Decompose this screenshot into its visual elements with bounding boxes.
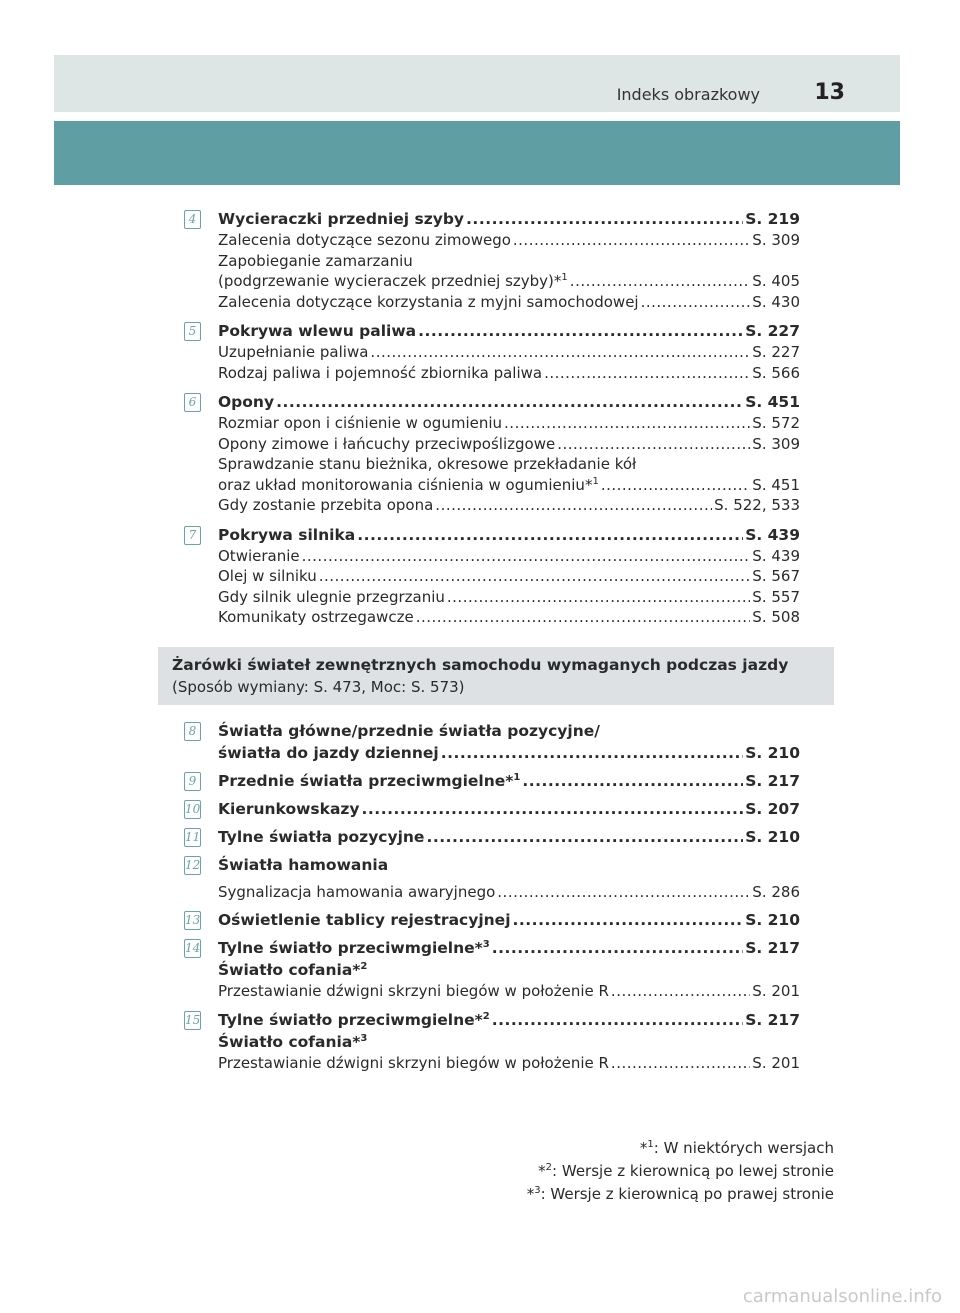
sub-page[interactable]: S. 286 [752,883,800,901]
sub-item: (podgrzewanie wycieraczek przedniej szyby)*$^1$ [218,272,568,290]
entry-page[interactable]: S. 217 [745,772,800,790]
entry-title: Przednie światła przeciwmgielne*$^1$ [218,771,521,790]
sub-page[interactable]: S. 309 [752,231,800,249]
index-entry-15 [185,1009,800,1074]
entry-title: Pokrywa silnika [218,525,356,544]
index-entry-13 [185,909,800,931]
entry-title: Tylne światło przeciwmgielne*$^2$ [218,1010,490,1029]
callout-number: 7 [184,526,201,545]
sub-page[interactable]: S. 201 [752,1054,800,1072]
index-entry-5 [188,320,800,383]
entry-page[interactable]: S. 439 [745,525,800,544]
index-entry-12 [185,854,800,903]
callout-number: 6 [184,393,201,412]
entry-page[interactable]: S. 219 [745,210,800,228]
sub-item: Sprawdzanie stanu bieżnika, okresowe przekładanie kół [218,455,637,473]
sub-item: Zalecenia dotyczące korzystania z myjni samochodowej [218,292,639,311]
index-entry-7 [188,524,800,628]
index-group-2 [185,720,800,1074]
entry-page[interactable]: S. 207 [745,800,800,818]
header-band [54,121,900,185]
entry-title: Światło cofania*$^2$ [218,960,368,979]
sub-item: Gdy zostanie przebita opona [218,496,434,514]
entry-title: Kierunkowskazy [218,800,360,818]
entry-page[interactable]: S. 217 [745,1011,800,1029]
sub-page[interactable]: S. 227 [752,343,800,361]
entry-title: światła do jazdy dziennej [218,744,439,762]
sub-item: Przestawianie dźwigni skrzyni biegów w położenie R [218,1054,609,1072]
entry-title: Tylne światło przeciwmgielne*$^3$ [218,938,490,957]
sub-item: Zalecenia dotyczące sezonu zimowego [218,231,511,249]
callout-number: 8 [184,722,201,741]
index-entry-8 [188,720,800,764]
watermark: carmanualsonline.info [742,1286,942,1307]
sub-item: Rodzaj paliwa i pojemność zbiornika paliwa [218,363,543,382]
callout-number: 4 [184,210,201,229]
callout-number: 5 [184,322,201,341]
header-bar [54,55,900,112]
sub-page[interactable]: S. 439 [752,546,800,565]
index-group-1 [188,208,800,628]
index-entry-9 [188,770,800,792]
sub-page[interactable]: S. 451 [752,475,800,494]
sub-item: Komunikaty ostrzegawcze [218,608,414,626]
index-entry-10 [185,798,800,820]
sub-item: Przestawianie dźwigni skrzyni biegów w położenie R [218,981,609,1000]
index-entry-4 [188,208,800,312]
section-box-title: Żarówki świateł zewnętrznych samochodu wymaganych podczas jazdy [172,656,789,674]
sub-item: Olej w silniku [218,567,317,585]
page-number: 13 [814,80,845,105]
sub-page[interactable]: S. 522, 533 [714,496,800,514]
sub-page[interactable]: S. 309 [752,434,800,453]
sub-item: Uzupełnianie paliwa [218,343,369,361]
entry-page[interactable]: S. 227 [745,322,800,340]
entry-title: Światło cofania*$^3$ [218,1032,368,1051]
sub-item: Otwieranie [218,546,300,565]
callout-number: 13 [184,911,201,930]
entry-page[interactable]: S. 217 [745,938,800,957]
entry-title: Tylne światła pozycyjne [218,828,425,846]
footnotes [527,1137,834,1206]
index-entry-6 [188,391,800,516]
entry-page[interactable]: S. 451 [745,393,800,411]
footnote: *$^2$: Wersje z kierownicą po lewej stronie [538,1162,834,1180]
sub-page[interactable]: S. 567 [752,567,800,585]
entry-title: Opony [218,393,275,411]
callout-number: 11 [184,828,201,847]
section-box [158,647,834,705]
entry-title: Pokrywa wlewu paliwa [218,322,417,340]
sub-item: oraz układ monitorowania ciśnienia w ogumieniu*$^1$ [218,475,599,494]
sub-page[interactable]: S. 557 [752,587,800,606]
index-entry-14 [185,937,800,1002]
footnote: *$^1$: W niektórych wersjach [639,1139,834,1157]
entry-title: Światła główne/przednie światła pozycyjne/ [218,722,600,740]
sub-page[interactable]: S. 405 [752,272,800,290]
callout-number: 15 [184,1011,201,1030]
entry-page[interactable]: S. 210 [745,910,800,929]
sub-page[interactable]: S. 566 [752,363,800,382]
sub-item: Rozmiar opon i ciśnienie w ogumieniu [218,414,503,432]
footnote: *$^3$: Wersje z kierownicą po prawej stronie [526,1185,834,1203]
entry-title: Wycieraczki przedniej szyby [218,210,465,228]
index-entry-11 [185,826,800,848]
sub-item: Gdy silnik ulegnie przegrzaniu [218,587,445,606]
callout-number: 12 [184,856,201,875]
sub-item: Zapobieganie zamarzaniu [218,251,413,270]
sub-item: Sygnalizacja hamowania awaryjnego [218,883,496,901]
entry-page[interactable]: S. 210 [745,744,800,762]
sub-page[interactable]: S. 430 [752,292,800,311]
entry-title: Światła hamowania [218,856,389,874]
section-box-subtitle: (Sposób wymiany: S. 473, Moc: S. 573) [172,678,465,696]
entry-page[interactable]: S. 210 [745,828,800,846]
callout-number: 10 [184,800,201,819]
entry-title: Oświetlenie tablicy rejestracyjnej [218,910,511,929]
callout-number: 9 [184,772,201,791]
sub-item: Opony zimowe i łańcuchy przeciwpoślizgowe [218,434,556,453]
sub-page[interactable]: S. 508 [752,608,800,626]
sub-page[interactable]: S. 201 [752,981,800,1000]
callout-number: 14 [184,939,201,958]
section-title: Indeks obrazkowy [616,85,760,104]
sub-page[interactable]: S. 572 [752,414,800,432]
